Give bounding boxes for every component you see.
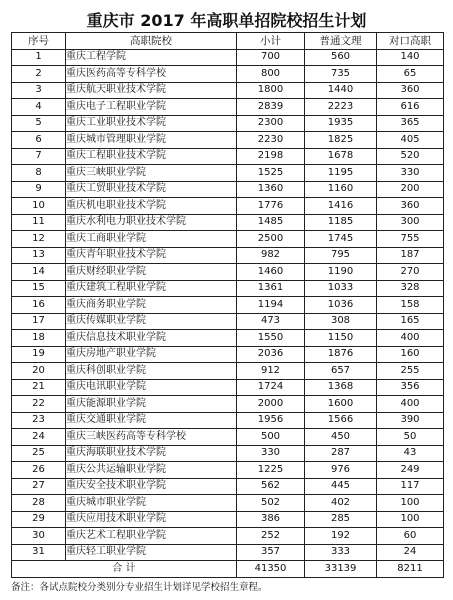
table-row: [12, 544, 444, 561]
cell-school: 重庆房地产职业学院: [66, 346, 237, 363]
cell-school: 重庆交通职业学院: [66, 412, 237, 429]
header-no: 序号: [12, 33, 66, 50]
cell-school: 重庆电子工程职业学院: [66, 99, 237, 116]
cell-total: 2839: [237, 99, 305, 116]
cell-general: 1368: [305, 379, 377, 396]
cell-no: 8: [12, 165, 66, 182]
table-row: [12, 511, 444, 528]
cell-school: 重庆三峡职业学院: [66, 165, 237, 182]
cell-general: 560: [305, 49, 377, 66]
cell-vocational: 300: [377, 214, 444, 231]
cell-vocational: 390: [377, 412, 444, 429]
cell-general: 192: [305, 528, 377, 545]
cell-school: 重庆工商职业学院: [66, 231, 237, 248]
cell-total: 252: [237, 528, 305, 545]
header-vocational: 对口高职: [377, 33, 444, 50]
cell-vocational: 160: [377, 346, 444, 363]
cell-no: 25: [12, 445, 66, 462]
cell-total: 1460: [237, 264, 305, 281]
cell-vocational: 158: [377, 297, 444, 314]
cell-no: 7: [12, 148, 66, 165]
cell-school: 重庆机电职业技术学院: [66, 198, 237, 215]
cell-total: 330: [237, 445, 305, 462]
cell-total: 2036: [237, 346, 305, 363]
cell-vocational: 330: [377, 165, 444, 182]
total-general: 33139: [305, 561, 377, 578]
cell-school: 重庆科创职业学院: [66, 363, 237, 380]
cell-general: 1876: [305, 346, 377, 363]
header-total: 小计: [237, 33, 305, 50]
cell-vocational: 328: [377, 280, 444, 297]
cell-vocational: 405: [377, 132, 444, 149]
cell-school: 重庆城市职业学院: [66, 495, 237, 512]
table-row: [12, 478, 444, 495]
cell-vocational: 165: [377, 313, 444, 330]
cell-no: 1: [12, 49, 66, 66]
total-row: [12, 561, 444, 578]
cell-general: 1600: [305, 396, 377, 413]
table-row: [12, 379, 444, 396]
cell-school: 重庆艺术工程职业学院: [66, 528, 237, 545]
cell-total: 2500: [237, 231, 305, 248]
cell-total: 2000: [237, 396, 305, 413]
table-row: [12, 82, 444, 99]
table-row: [12, 346, 444, 363]
cell-total: 1225: [237, 462, 305, 479]
cell-school: 重庆医药高等专科学校: [66, 66, 237, 83]
cell-vocational: 360: [377, 198, 444, 215]
cell-no: 19: [12, 346, 66, 363]
table-row: [12, 132, 444, 149]
cell-vocational: 249: [377, 462, 444, 479]
table-row: [12, 280, 444, 297]
total-vocational: 8211: [377, 561, 444, 578]
cell-no: 3: [12, 82, 66, 99]
cell-general: 1440: [305, 82, 377, 99]
cell-no: 5: [12, 115, 66, 132]
cell-school: 重庆能源职业学院: [66, 396, 237, 413]
cell-general: 308: [305, 313, 377, 330]
cell-general: 1150: [305, 330, 377, 347]
cell-school: 重庆航天职业技术学院: [66, 82, 237, 99]
cell-vocational: 65: [377, 66, 444, 83]
cell-general: 1033: [305, 280, 377, 297]
cell-vocational: 356: [377, 379, 444, 396]
cell-total: 800: [237, 66, 305, 83]
cell-vocational: 43: [377, 445, 444, 462]
cell-general: 1195: [305, 165, 377, 182]
cell-vocational: 616: [377, 99, 444, 116]
cell-school: 重庆轻工职业学院: [66, 544, 237, 561]
table-header-row: [12, 33, 444, 50]
cell-general: 1935: [305, 115, 377, 132]
cell-general: 1745: [305, 231, 377, 248]
total-label: 合 计: [12, 561, 237, 578]
cell-total: 1800: [237, 82, 305, 99]
cell-total: 1776: [237, 198, 305, 215]
header-school: 高职院校: [66, 33, 237, 50]
cell-no: 21: [12, 379, 66, 396]
cell-school: 重庆信息技术职业学院: [66, 330, 237, 347]
table-row: [12, 396, 444, 413]
cell-school: 重庆电讯职业学院: [66, 379, 237, 396]
table-row: [12, 363, 444, 380]
table-row: [12, 165, 444, 182]
cell-general: 285: [305, 511, 377, 528]
cell-total: 1956: [237, 412, 305, 429]
cell-general: 1160: [305, 181, 377, 198]
cell-vocational: 24: [377, 544, 444, 561]
table-row: [12, 214, 444, 231]
cell-total: 2230: [237, 132, 305, 149]
cell-vocational: 100: [377, 495, 444, 512]
cell-total: 2198: [237, 148, 305, 165]
cell-vocational: 187: [377, 247, 444, 264]
cell-vocational: 400: [377, 396, 444, 413]
cell-vocational: 255: [377, 363, 444, 380]
cell-no: 28: [12, 495, 66, 512]
table-body: [12, 49, 444, 561]
cell-general: 795: [305, 247, 377, 264]
table-row: [12, 198, 444, 215]
cell-vocational: 200: [377, 181, 444, 198]
cell-school: 重庆工业职业技术学院: [66, 115, 237, 132]
cell-no: 26: [12, 462, 66, 479]
cell-school: 重庆城市管理职业学院: [66, 132, 237, 149]
cell-general: 1416: [305, 198, 377, 215]
cell-total: 1525: [237, 165, 305, 182]
cell-school: 重庆工程职业技术学院: [66, 148, 237, 165]
table-row: [12, 330, 444, 347]
table-row: [12, 445, 444, 462]
cell-no: 6: [12, 132, 66, 149]
table-row: [12, 462, 444, 479]
cell-total: 912: [237, 363, 305, 380]
cell-no: 18: [12, 330, 66, 347]
cell-no: 22: [12, 396, 66, 413]
cell-general: 333: [305, 544, 377, 561]
cell-total: 500: [237, 429, 305, 446]
cell-vocational: 50: [377, 429, 444, 446]
cell-school: 重庆水利电力职业技术学院: [66, 214, 237, 231]
table-row: [12, 231, 444, 248]
cell-no: 20: [12, 363, 66, 380]
table-row: [12, 528, 444, 545]
footnote: 备注：各试点院校分类别分专业招生计划详见学校招生章程。: [11, 582, 268, 593]
cell-school: 重庆安全技术职业学院: [66, 478, 237, 495]
cell-total: 1724: [237, 379, 305, 396]
cell-no: 15: [12, 280, 66, 297]
cell-no: 31: [12, 544, 66, 561]
cell-school: 重庆应用技术职业学院: [66, 511, 237, 528]
table-row: [12, 115, 444, 132]
cell-total: 1360: [237, 181, 305, 198]
cell-general: 402: [305, 495, 377, 512]
cell-no: 10: [12, 198, 66, 215]
cell-general: 735: [305, 66, 377, 83]
cell-vocational: 755: [377, 231, 444, 248]
cell-no: 17: [12, 313, 66, 330]
cell-school: 重庆商务职业学院: [66, 297, 237, 314]
enrollment-table: [11, 32, 444, 578]
cell-no: 11: [12, 214, 66, 231]
cell-school: 重庆财经职业学院: [66, 264, 237, 281]
table-row: [12, 412, 444, 429]
cell-total: 1485: [237, 214, 305, 231]
page-title: 重庆市 2017 年高职单招院校招生计划: [86, 11, 367, 30]
cell-total: 502: [237, 495, 305, 512]
cell-no: 24: [12, 429, 66, 446]
cell-general: 1678: [305, 148, 377, 165]
table-row: [12, 148, 444, 165]
total-sum: 41350: [237, 561, 305, 578]
cell-total: 1550: [237, 330, 305, 347]
cell-vocational: 100: [377, 511, 444, 528]
cell-vocational: 365: [377, 115, 444, 132]
header-general: 普通文理: [305, 33, 377, 50]
cell-total: 386: [237, 511, 305, 528]
cell-vocational: 140: [377, 49, 444, 66]
cell-no: 29: [12, 511, 66, 528]
table-row: [12, 297, 444, 314]
cell-total: 2300: [237, 115, 305, 132]
cell-school: 重庆青年职业技术学院: [66, 247, 237, 264]
cell-general: 1190: [305, 264, 377, 281]
cell-general: 2223: [305, 99, 377, 116]
table-row: [12, 49, 444, 66]
cell-school: 重庆建筑工程职业学院: [66, 280, 237, 297]
cell-general: 657: [305, 363, 377, 380]
cell-no: 13: [12, 247, 66, 264]
cell-total: 1194: [237, 297, 305, 314]
cell-general: 1566: [305, 412, 377, 429]
table-row: [12, 429, 444, 446]
cell-total: 357: [237, 544, 305, 561]
cell-general: 1036: [305, 297, 377, 314]
cell-general: 287: [305, 445, 377, 462]
cell-general: 445: [305, 478, 377, 495]
cell-vocational: 270: [377, 264, 444, 281]
cell-school: 重庆三峡医药高等专科学校: [66, 429, 237, 446]
cell-school: 重庆工贸职业技术学院: [66, 181, 237, 198]
table-row: [12, 99, 444, 116]
cell-no: 23: [12, 412, 66, 429]
cell-total: 1361: [237, 280, 305, 297]
cell-vocational: 360: [377, 82, 444, 99]
table-row: [12, 247, 444, 264]
table-row: [12, 264, 444, 281]
cell-vocational: 60: [377, 528, 444, 545]
cell-general: 1825: [305, 132, 377, 149]
cell-vocational: 520: [377, 148, 444, 165]
cell-total: 473: [237, 313, 305, 330]
cell-no: 16: [12, 297, 66, 314]
cell-general: 976: [305, 462, 377, 479]
cell-total: 700: [237, 49, 305, 66]
table-row: [12, 495, 444, 512]
cell-vocational: 117: [377, 478, 444, 495]
cell-no: 9: [12, 181, 66, 198]
cell-no: 12: [12, 231, 66, 248]
cell-no: 14: [12, 264, 66, 281]
table-row: [12, 313, 444, 330]
cell-no: 2: [12, 66, 66, 83]
cell-school: 重庆公共运输职业学院: [66, 462, 237, 479]
cell-no: 30: [12, 528, 66, 545]
cell-total: 982: [237, 247, 305, 264]
cell-no: 27: [12, 478, 66, 495]
cell-total: 562: [237, 478, 305, 495]
cell-no: 4: [12, 99, 66, 116]
cell-school: 重庆工程学院: [66, 49, 237, 66]
cell-general: 1185: [305, 214, 377, 231]
cell-school: 重庆传媒职业学院: [66, 313, 237, 330]
table-row: [12, 66, 444, 83]
cell-general: 450: [305, 429, 377, 446]
table-row: [12, 181, 444, 198]
cell-vocational: 400: [377, 330, 444, 347]
cell-school: 重庆海联职业技术学院: [66, 445, 237, 462]
